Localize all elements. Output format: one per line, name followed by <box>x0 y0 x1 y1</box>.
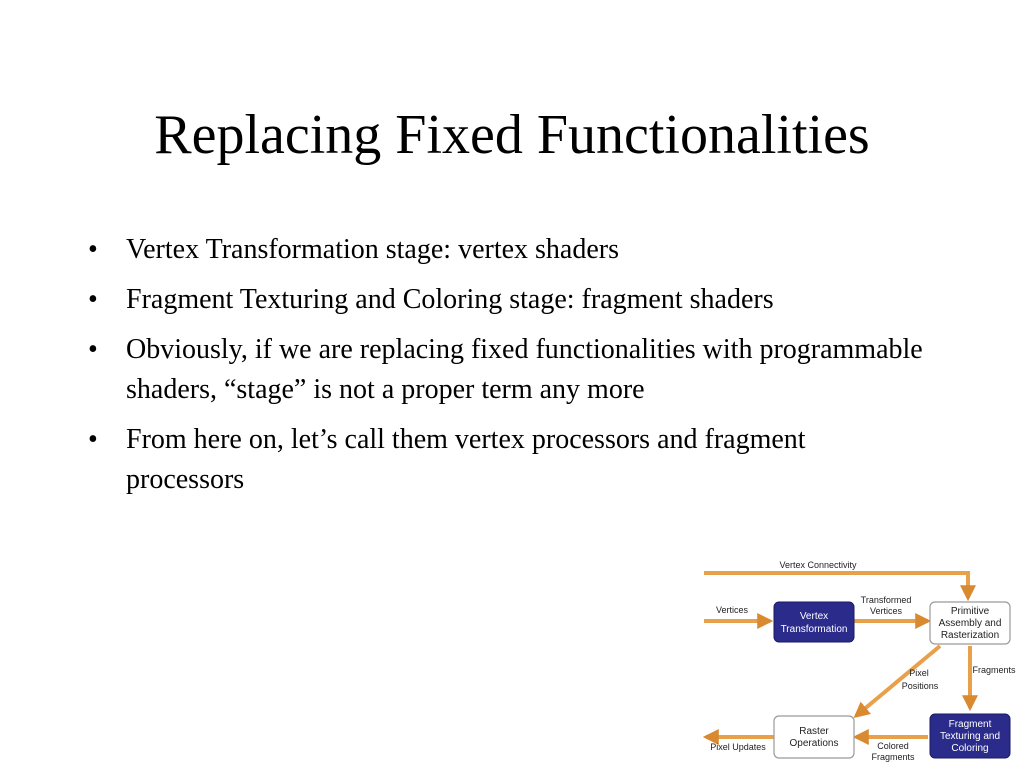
box-label-line: Raster <box>799 726 829 737</box>
bullet-item <box>84 230 924 270</box>
pipeline-diagram <box>700 556 1024 768</box>
box-label-line: Rasterization <box>940 630 1000 641</box>
bullet-text: Obviously, if we are replacing fixed functionalities with programmable shaders, “stage” is not a proper term any more <box>126 334 923 405</box>
box-raster-operations <box>774 716 854 758</box>
bullet-icon: • <box>88 284 98 315</box>
label-vertices: Vertices <box>715 605 749 615</box>
box-label-line: Vertex <box>799 611 829 622</box>
bullet-item <box>84 420 924 500</box>
box-label-line: Fragment <box>948 719 992 730</box>
bullet-item <box>84 330 924 410</box>
label-colored: Colored <box>877 741 909 751</box>
bullet-icon: • <box>88 334 98 365</box>
bullet-text: Vertex Transformation stage: vertex shaders <box>126 234 619 265</box>
bullet-icon: • <box>88 234 98 265</box>
diagram-arrows <box>704 573 970 737</box>
label-pixel-updates: Pixel Updates <box>710 742 766 752</box>
label-vertex-connectivity: Vertex Connectivity <box>779 560 857 570</box>
label-colored-fragments: Fragments <box>871 752 915 762</box>
box-primitive-assembly <box>930 602 1010 644</box>
box-fragment-texturing <box>930 714 1010 758</box>
box-label-line: Texturing and <box>939 731 1001 742</box>
bullet-icon: • <box>88 424 98 455</box>
label-fragments: Fragments <box>972 665 1016 675</box>
label-pixel: Pixel <box>909 668 929 678</box>
box-label-line: Primitive <box>950 606 990 617</box>
slide-title: Replacing Fixed Functionalities <box>154 104 870 166</box>
label-transformed: Transformed <box>860 595 912 605</box>
box-vertex-transformation <box>774 602 854 642</box>
arrow-vertex-connectivity <box>704 573 968 598</box>
label-pixel-positions: Positions <box>901 681 939 691</box>
bullet-text: Fragment Texturing and Coloring stage: fragment shaders <box>126 284 774 315</box>
box-label-line: Assembly and <box>938 618 1002 629</box>
label-transformed-vertices: Vertices <box>869 606 903 616</box>
box-label-line: Operations <box>789 738 839 749</box>
bullet-list <box>84 230 924 510</box>
box-label-line: Transformation <box>780 624 848 635</box>
box-label-line: Coloring <box>951 743 989 754</box>
bullet-item <box>84 280 924 320</box>
bullet-text: From here on, let’s call them vertex processors and fragment processors <box>126 424 806 495</box>
